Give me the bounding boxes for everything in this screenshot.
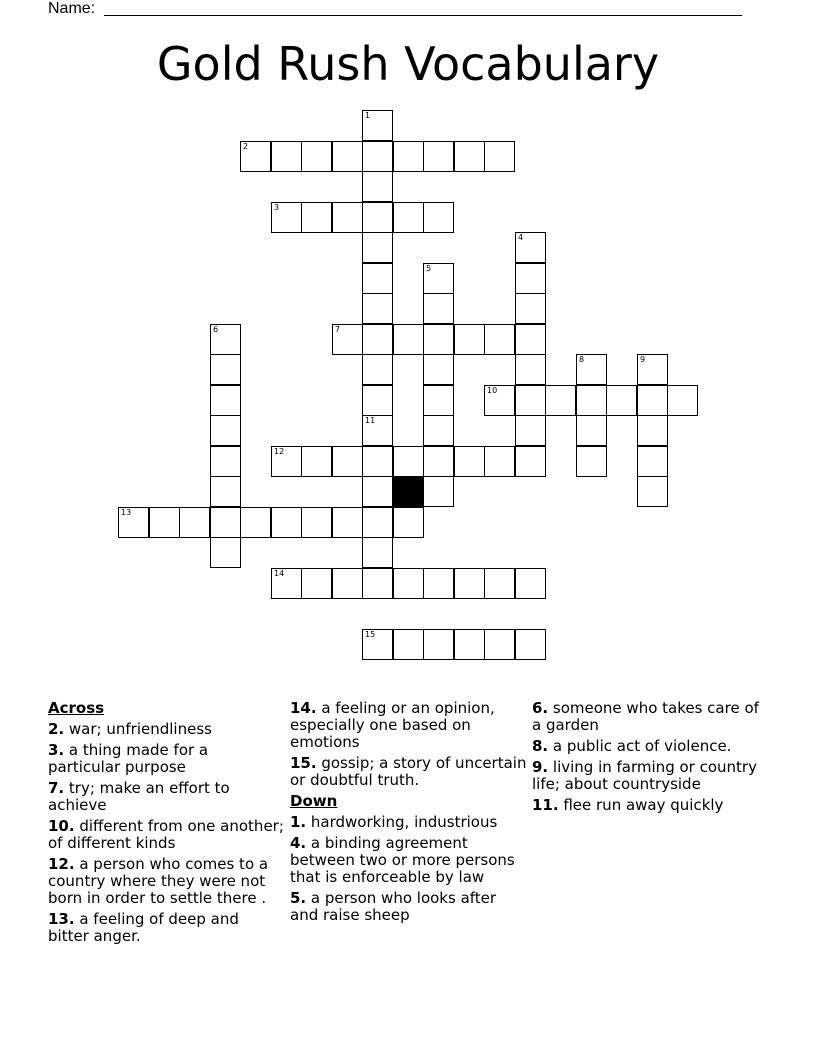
grid-cell[interactable] — [210, 385, 241, 416]
cell-number: 10 — [487, 386, 498, 395]
cell-number: 7 — [335, 325, 341, 334]
page-title: Gold Rush Vocabulary — [156, 37, 660, 91]
grid-cell[interactable] — [393, 446, 424, 477]
grid-cell[interactable] — [515, 415, 546, 446]
clue-down-4: 4. a binding agreement between two or more persons that is enforceable by law — [290, 834, 515, 886]
clues-column-3 — [532, 700, 772, 818]
grid-cell[interactable] — [301, 507, 332, 538]
down-heading: Down — [290, 792, 338, 810]
clue-across-3: 3. a thing made for a particular purpose — [48, 741, 209, 776]
grid-cell[interactable] — [332, 507, 363, 538]
clue-down-5: 5. a person who looks after and raise sheep — [290, 889, 497, 924]
grid-cell[interactable] — [637, 415, 668, 446]
grid-cell[interactable] — [637, 354, 668, 385]
grid-cell[interactable] — [332, 568, 363, 599]
grid-cell[interactable] — [423, 263, 454, 294]
name-label: Name: — [48, 0, 96, 17]
grid-cell[interactable] — [545, 385, 576, 416]
clue-across-2: 2. war; unfriendliness — [48, 720, 212, 738]
grid-cell[interactable] — [301, 202, 332, 233]
clue-down-11: 11. flee run away quickly — [532, 796, 724, 814]
grid-cell[interactable] — [362, 568, 393, 599]
grid-cell[interactable] — [423, 354, 454, 385]
grid-cell[interactable] — [362, 263, 393, 294]
clue-across-7: 7. try; make an effort to achieve — [48, 779, 230, 814]
grid-cell[interactable] — [667, 385, 698, 416]
grid-cell[interactable] — [332, 446, 363, 477]
grid-cell[interactable] — [332, 141, 363, 172]
cell-number: 13 — [121, 508, 132, 517]
clue-down-8: 8. a public act of violence. — [532, 737, 732, 755]
clue-across-10: 10. different from one another; of different kinds — [48, 817, 284, 852]
cell-number: 6 — [213, 325, 219, 334]
grid-cell[interactable] — [362, 537, 393, 568]
cell-number: 5 — [426, 264, 432, 273]
grid-cell[interactable] — [210, 446, 241, 477]
grid-cell[interactable] — [484, 629, 515, 660]
grid-cell[interactable] — [423, 324, 454, 355]
grid-cell[interactable] — [484, 446, 515, 477]
grid-cell[interactable] — [362, 446, 393, 477]
grid-cell[interactable] — [454, 568, 485, 599]
grid-cell[interactable] — [576, 415, 607, 446]
grid-cell[interactable] — [515, 232, 546, 263]
cell-number: 1 — [365, 111, 371, 120]
grid-cell[interactable] — [454, 629, 485, 660]
grid-cell[interactable] — [454, 446, 485, 477]
grid-cell[interactable] — [179, 507, 210, 538]
grid-cell[interactable] — [149, 507, 180, 538]
grid-cell[interactable] — [240, 507, 271, 538]
grid-cell[interactable] — [362, 232, 393, 263]
grid-cell[interactable] — [423, 202, 454, 233]
across-heading: Across — [48, 699, 105, 717]
grid-cell[interactable] — [484, 568, 515, 599]
clue-down-6: 6. someone who takes care of a garden — [532, 699, 759, 734]
grid-cell[interactable] — [362, 293, 393, 324]
cell-number: 2 — [243, 142, 249, 151]
grid-cell[interactable] — [362, 324, 393, 355]
grid-cell[interactable] — [454, 141, 485, 172]
grid-cell[interactable] — [637, 476, 668, 507]
grid-cell[interactable] — [332, 324, 363, 355]
grid-cell[interactable] — [362, 354, 393, 385]
grid-cell[interactable] — [515, 568, 546, 599]
grid-cell[interactable] — [515, 324, 546, 355]
grid-cell[interactable] — [362, 110, 393, 141]
grid-cell[interactable] — [423, 293, 454, 324]
clue-across-13: 13. a feeling of deep and bitter anger. — [48, 910, 239, 945]
cell-number: 15 — [365, 630, 376, 639]
grid-cell[interactable] — [423, 476, 454, 507]
grid-cell[interactable] — [423, 629, 454, 660]
grid-cell[interactable] — [423, 141, 454, 172]
grid-cell[interactable] — [484, 141, 515, 172]
clue-down-9: 9. living in farming or country life; about countryside — [532, 758, 757, 793]
clue-across-14: 14. a feeling or an opinion, especially one based on emotions — [290, 699, 495, 751]
grid-cell[interactable] — [637, 385, 668, 416]
grid-cell[interactable] — [301, 568, 332, 599]
cell-number: 9 — [640, 355, 646, 364]
grid-cell[interactable] — [118, 507, 149, 538]
grid-cell[interactable] — [515, 629, 546, 660]
grid-cell[interactable] — [393, 202, 424, 233]
clue-across-12: 12. a person who comes to a country where they were not born in order to settle there . — [48, 855, 269, 907]
grid-cell[interactable] — [362, 415, 393, 446]
cell-number: 4 — [518, 233, 524, 242]
grid-cell[interactable] — [484, 385, 515, 416]
grid-cell[interactable] — [362, 141, 393, 172]
grid-cell[interactable] — [301, 446, 332, 477]
cell-number: 8 — [579, 355, 585, 364]
grid-cell[interactable] — [271, 141, 302, 172]
grid-cell[interactable] — [423, 415, 454, 446]
grid-cell[interactable] — [362, 507, 393, 538]
grid-cell[interactable] — [515, 446, 546, 477]
grid-cell[interactable] — [423, 446, 454, 477]
cell-number: 14 — [274, 569, 285, 578]
clues-column-1 — [48, 700, 284, 949]
grid-cell[interactable] — [210, 354, 241, 385]
grid-cell[interactable] — [606, 385, 637, 416]
grid-cell[interactable] — [515, 293, 546, 324]
grid-cell[interactable] — [393, 568, 424, 599]
grid-cell[interactable] — [362, 476, 393, 507]
clue-down-1: 1. hardworking, industrious — [290, 813, 498, 831]
grid-cell[interactable] — [576, 446, 607, 477]
grid-cell[interactable] — [240, 141, 271, 172]
grid-cell[interactable] — [332, 202, 363, 233]
cell-number: 12 — [274, 447, 285, 456]
grid-cell[interactable] — [484, 324, 515, 355]
grid-cell[interactable] — [271, 446, 302, 477]
grid-cell[interactable] — [423, 385, 454, 416]
grid-cell[interactable] — [271, 507, 302, 538]
cell-number: 11 — [365, 416, 376, 425]
grid-cell[interactable] — [271, 568, 302, 599]
grid-cell[interactable] — [637, 446, 668, 477]
grid-cell[interactable] — [515, 385, 546, 416]
clue-across-15: 15. gossip; a story of uncertain or doubtful truth. — [290, 754, 527, 789]
grid-cell[interactable] — [210, 537, 241, 568]
grid-cell[interactable] — [393, 324, 424, 355]
grid-cell[interactable] — [393, 507, 424, 538]
cell-number: 3 — [274, 203, 280, 212]
grid-cell[interactable] — [210, 476, 241, 507]
grid-cell[interactable] — [423, 568, 454, 599]
grid-cell[interactable] — [362, 202, 393, 233]
grid-cell[interactable] — [362, 629, 393, 660]
grid-cell[interactable] — [515, 354, 546, 385]
grid-cell[interactable] — [362, 171, 393, 202]
grid-cell[interactable] — [210, 507, 241, 538]
grid-cell[interactable] — [454, 324, 485, 355]
grid-cell[interactable] — [393, 141, 424, 172]
clues-column-2 — [290, 700, 528, 928]
grid-cell[interactable] — [210, 324, 241, 355]
grid-cell[interactable] — [576, 385, 607, 416]
grid-cell[interactable] — [393, 629, 424, 660]
grid-cell[interactable] — [271, 202, 302, 233]
grid-cell[interactable] — [210, 415, 241, 446]
grid-cell[interactable] — [362, 385, 393, 416]
grid-cell-blocked — [393, 476, 424, 507]
grid-cell[interactable] — [301, 141, 332, 172]
grid-cell[interactable] — [576, 354, 607, 385]
grid-cell[interactable] — [515, 263, 546, 294]
